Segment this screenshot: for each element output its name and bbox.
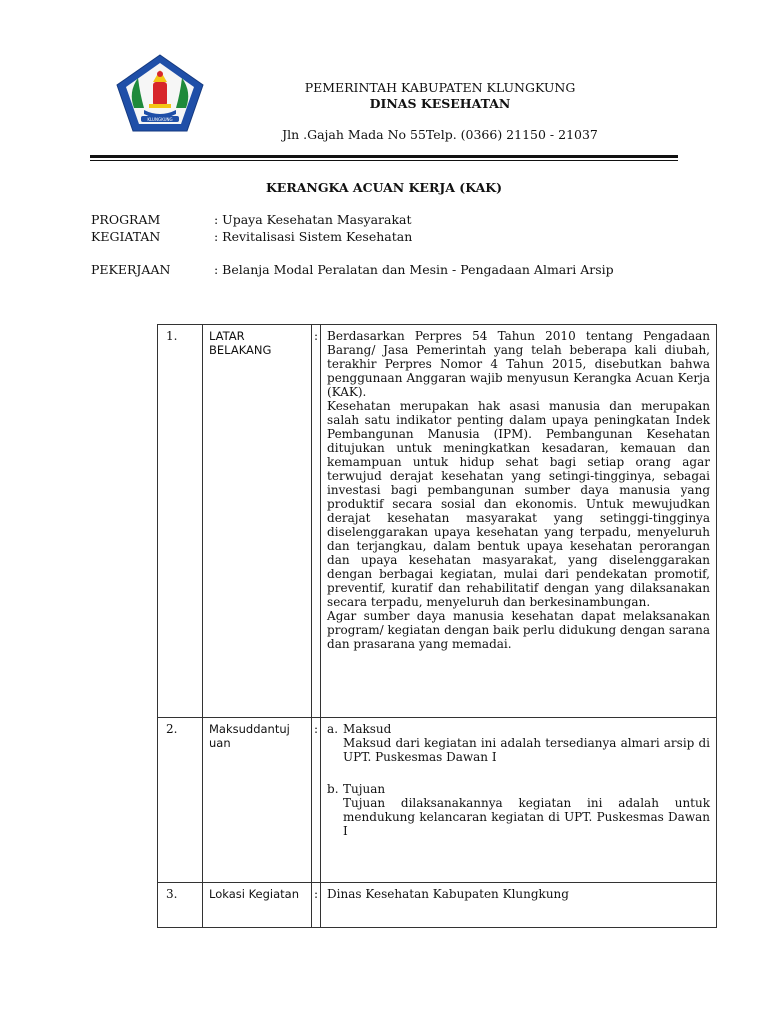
row-content <box>321 325 717 718</box>
document-title: KERANGKA ACUAN KERJA (KAK) <box>265 180 503 195</box>
field-label: PEKERJAAN <box>91 262 171 277</box>
sub-item-letter: b. <box>327 782 339 796</box>
government-logo <box>114 52 206 134</box>
field-value: : Belanja Modal Peralatan dan Mesin - Pengadaan Almari Arsip <box>214 262 614 277</box>
sub-item-title: Tujuan <box>343 782 386 796</box>
sub-item-letter: a. <box>327 722 339 736</box>
paragraph: Agar sumber daya manusia kesehatan dapat melaksanakan program/ kegiatan dengan baik perlu didukung dengan sarana dan prasarana yang memadai. <box>327 609 710 651</box>
sub-item-tujuan <box>327 782 710 838</box>
sub-item-maksud <box>327 722 710 764</box>
row-label: Lokasi Kegiatan <box>203 883 312 928</box>
field-value: : Upaya Kesehatan Masyarakat <box>214 212 412 227</box>
field-label: KEGIATAN <box>91 229 161 244</box>
office-address: Jln .Gajah Mada No 55Telp. (0366) 21150 - 21037 <box>282 127 598 142</box>
row-colon: : <box>312 325 321 718</box>
row-content: Dinas Kesehatan Kabupaten Klungkung <box>321 883 717 928</box>
paragraph: Berdasarkan Perpres 54 Tahun 2010 tentang Pengadaan Barang/ Jasa Pemerintah yang telah beberapa kali diubah, terakhir Perpres Nomor 4 Tahun 2015, disebutkan bahwa penggunaan Anggaran wajib menyusun Kerangka Acuan Kerja (KAK). <box>327 329 710 399</box>
row-content <box>321 718 717 883</box>
letterhead-divider-thick <box>90 155 678 158</box>
kak-table <box>157 324 717 928</box>
sub-item-text: Maksud dari kegiatan ini adalah tersedianya almari arsip di UPT. Puskesmas Dawan I <box>343 736 710 764</box>
row-label: Maksuddantuj uan <box>203 718 312 883</box>
row-colon: : <box>312 883 321 928</box>
sub-item-title: Maksud <box>343 722 392 736</box>
row-number: 2. <box>158 718 203 883</box>
government-name: PEMERINTAH KABUPATEN KLUNGKUNG <box>304 80 576 95</box>
sub-item-text: Tujuan dilaksanakannya kegiatan ini adalah untuk mendukung kelancaran kegiatan di UPT. Puskesmas Dawan I <box>343 796 710 838</box>
row-number: 1. <box>158 325 203 718</box>
row-label: LATAR BELAKANG <box>203 325 312 718</box>
row-number: 3. <box>158 883 203 928</box>
field-value: : Revitalisasi Sistem Kesehatan <box>214 229 413 244</box>
logo-text: KLUNGKUNG <box>147 117 173 122</box>
table-row <box>158 325 717 718</box>
letterhead-divider-thin <box>90 160 678 161</box>
office-name: DINAS KESEHATAN <box>369 96 511 111</box>
paragraph: Kesehatan merupakan hak asasi manusia dan merupakan salah satu indikator penting dalam upaya peningkatan Indek Pembangunan Manusia (IPM). Pembangunan Kesehatan ditujukan untuk meningkatkan kesadaran, kemauan dan kemampuan untuk hidup sehat bagi setiap orang agar terwujud derajat kesehatan yang setingi-tingginya, sebagai investasi bagi pembangunan sumber daya manusia yang produktif secara sosial dan ekonomis. Untuk mewujudkan derajat kesehatan masyarakat yang setinggi-tingginya diselenggarakan upaya kesehatan yang terpadu, menyeluruh dan terjangkau, dalam bentuk upaya kesehatan perorangan dan upaya kesehatan masyarakat, yang diselenggarakan dengan berbagai kegiatan, mulai dari pendekatan promotif, preventif, kuratif dan rehabilitatif dengan yang dilaksanakan secara terpadu, menyeluruh dan berkesinambungan. <box>327 399 710 609</box>
table-row <box>158 718 717 883</box>
table-row <box>158 883 717 928</box>
row-colon: : <box>312 718 321 883</box>
field-label: PROGRAM <box>91 212 161 227</box>
